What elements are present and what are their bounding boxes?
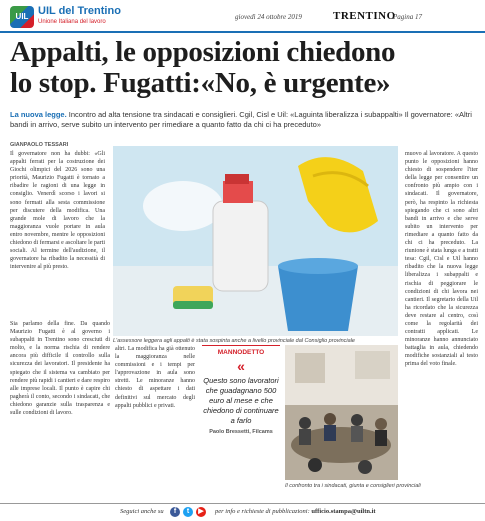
- brand-name: UIL del Trentino: [38, 5, 121, 17]
- facebook-icon[interactable]: f: [170, 507, 180, 517]
- quote-mark-icon: «: [237, 358, 245, 374]
- quote-source: Paolo Bressetti, Filcams: [209, 429, 273, 435]
- quote-text: Questo sono lavoratori che guadagnano 500 euro al mese e che chiedono di continuare a farlo: [203, 376, 279, 425]
- youtube-icon[interactable]: ▶: [196, 507, 206, 517]
- twitter-icon[interactable]: t: [183, 507, 193, 517]
- headline-line-2: lo stop. Fugatti:«No, è urgente»: [10, 67, 391, 99]
- body-column-1-bottom: Sia parlamo della fine. Da quando Maurizio Fugatti è al governo i subappalti in Trentino sono cresciuti di molto, e la norma rischia di rendere ancora più difficile il controllo sulla sicurezza dei lavoratori. Il presidente ha spiegato che il sistema va cambiato per rendere più rapidi i cantieri e dare respiro alle imprese locali. Il punto è capire chi pagherà il conto, secondo i sindacati, che chiedono garanzie sulla trasparenza e sulle condizioni di lavoro.: [10, 321, 110, 417]
- publication-date: giovedì 24 ottobre 2019: [235, 13, 302, 21]
- meeting-photo: [285, 345, 398, 480]
- byline: GIANPAOLO TESSARI: [10, 142, 69, 148]
- photo-caption-1: L'assessore leggera agli appalti è stata sospinta anche a livello provinciale dal Consiglio provinciale: [113, 338, 355, 344]
- page-number: Pagina 17: [393, 13, 422, 21]
- page-header: [0, 0, 485, 33]
- contact-email[interactable]: ufficio.stampa@uiltn.it: [311, 508, 376, 515]
- quote-tag: MANNODETTO: [202, 345, 280, 356]
- lead-kicker: La nuova legge.: [10, 110, 67, 119]
- lead-text: Incontro ad alta tensione tra sindacati e consiglieri. Cgil, Cisl e Uil: «Laguinta liberalizza i subappalti» Il governatore: «Altri bandi in arrivo, serve subito un intervento per rimediare a quanto fatto da chi ci ha preceduto»: [10, 110, 472, 129]
- quote-box: [202, 345, 280, 475]
- headline-line-1: Appalti, le opposizioni chiedono: [10, 36, 396, 68]
- meeting-illustration: [285, 345, 398, 480]
- brand-subtitle: Unione Italiana del lavoro: [38, 19, 106, 25]
- footer-info: [215, 508, 376, 515]
- article-headline: [10, 37, 480, 99]
- body-column-3: muovo al lavoratore. A questo punto le opposizioni hanno chiesto di sospendere l'iter della legge per consentire un confronto più ampio con i sindacati. Il governatore, però, ha respinto la richiesta spiegando che ci sono altri bandi in arrivo e che serve subito un intervento per rimediare a quanto fatto da chi ci ha preceduto. La riunione è stata lunga e a tratti tesa: Cgil, Cisl e Uil hanno ribadito che la nuova legge liberalizza i subappalti e rischia di peggiorare le condizioni di chi lavora nei cantieri. Il segretario della Uil ha ricordato che la sicurezza deve restare al centro, così come la regolarità dei contratti applicati. Le minoranze hanno annunciato battaglia in aula, chiedendo modifiche sostanziali al testo prima del voto finale.: [405, 151, 478, 368]
- section-title: TRENTINO: [333, 10, 396, 22]
- article-lead: [10, 110, 480, 130]
- body-column-2: altri. La modifica ha già ottenuto la maggioranza nelle commissioni e i tempi per l'approvazione in aula sono stretti. Le minoranze hanno chiesto di aspettare i dati definitivi sul mercato degli appalti pubblici e privati.: [115, 346, 195, 409]
- body-column-1: Il governatore non ha dubbi: «Gli appalti ferrati per la costruzione dei Giochi olimpici del 2026 sono una priorità, Maurizio Fugatti è tornato a ribadire le ragioni di una legge in consiglio. Venerdì scorso i lavori si sono fermati alla sesta commissione per discutere della modifica. Una grande mole di lavoro che la maggioranza vuole portare in aula entro novembre, mentre le opposizioni chiedono di fermarsi e ascoltare le parti sociali. Al termine dell'audizione, il governatore ha ribadito la necessità di intervenire al più presto.: [10, 151, 105, 271]
- cleaning-illustration: [113, 146, 398, 336]
- follow-label: Seguici anche su: [120, 508, 164, 515]
- page-footer: [0, 503, 485, 521]
- uil-logo-icon: UIL: [10, 6, 34, 28]
- photo-caption-2: Il confronto tra i sindacati, giunta e consiglieri provinciali: [285, 483, 421, 489]
- info-text: per info e richieste di pubblicazioni:: [215, 508, 312, 515]
- cleaning-worker-photo: [113, 146, 398, 336]
